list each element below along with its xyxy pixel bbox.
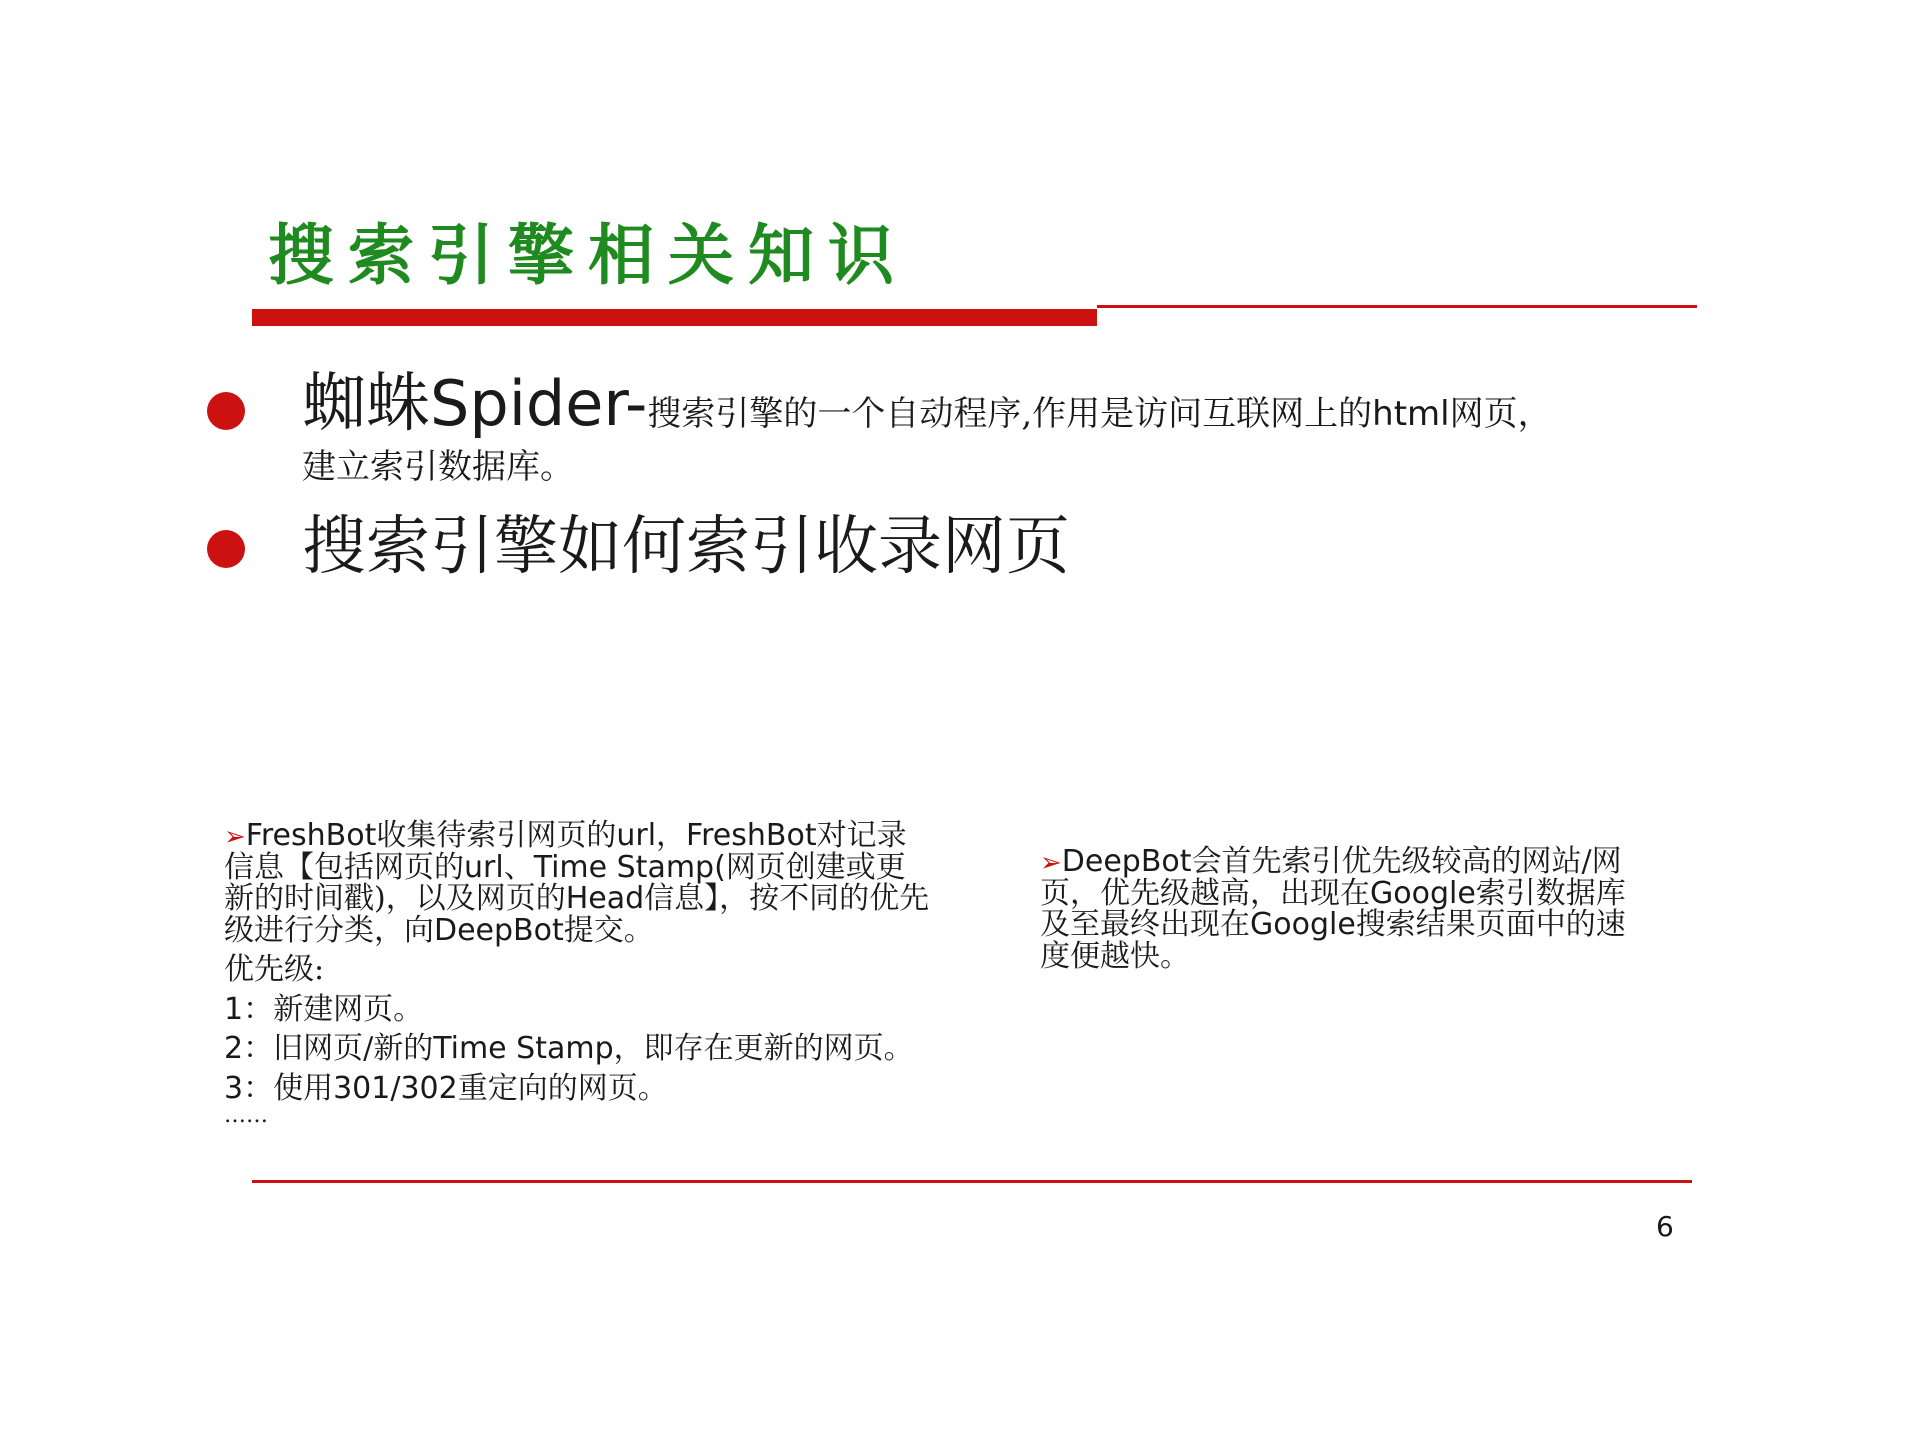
priority-item-1: [224, 991, 934, 1027]
text-run: Google: [1370, 875, 1476, 911]
priority-number: 3: [224, 1070, 244, 1106]
text-run: 对记录信息【包括网页的: [224, 818, 907, 885]
text-run: 收集待索引网页的: [376, 818, 617, 853]
text-run: ，: [656, 818, 687, 853]
text-run: DeepBot: [434, 912, 564, 948]
deepbot-textbox: [1040, 846, 1640, 972]
priority-text-en: Time Stamp: [433, 1031, 614, 1066]
slide-title: 搜索引擎相关知识: [268, 216, 908, 294]
title-underline-thin: [1097, 305, 1697, 308]
text-run: url: [464, 849, 504, 885]
text-run: 提交。: [563, 912, 654, 948]
bullet-continuation: 建立索引数据库。: [302, 447, 574, 487]
priority-number: 2: [224, 1031, 244, 1066]
priority-text: ：使用: [243, 1070, 334, 1106]
title-underline-thick: [252, 309, 1097, 326]
text-run: url: [616, 818, 657, 853]
priority-text-en: 301/302: [333, 1070, 458, 1106]
text-run: 网页创建或更新的时间戳)，以及网页的: [224, 849, 906, 916]
text-run: FreshBot: [245, 818, 377, 853]
text-run: FreshBot: [686, 818, 817, 853]
bullet-lead-en: Spider-: [430, 367, 648, 440]
red-dot-bullet-icon: [207, 392, 245, 430]
priority-text: ：新建网页。: [243, 991, 424, 1027]
arrow-bullet-icon: ➢: [1040, 848, 1062, 878]
priority-label: 优先级:: [224, 952, 325, 987]
ellipsis: ……: [224, 1103, 268, 1128]
priority-item-3: [224, 1070, 934, 1106]
priority-item-2: [224, 1033, 934, 1065]
bullet-indexing: 搜索引擎如何索引收录网页: [302, 510, 1070, 584]
page-number: 6: [1656, 1210, 1674, 1243]
text-run: Google: [1250, 907, 1356, 942]
bullet-lead-cn: 蜘蛛: [302, 367, 430, 441]
bullet-desc-en: html: [1372, 394, 1450, 434]
arrow-bullet-icon: ➢: [224, 822, 246, 852]
bullet-spider: [302, 367, 1662, 487]
red-dot-bullet-icon: [207, 530, 245, 568]
text-run: Time Stamp(: [533, 849, 726, 885]
text-run: 会首先索引优先级较高的网站/网页，优先级越高，出现在: [1040, 844, 1622, 911]
priority-text: ：旧网页/新的: [243, 1031, 434, 1066]
bullet-desc-b: 网页，: [1449, 394, 1552, 434]
priority-number: 1: [224, 991, 244, 1027]
text-run: DeepBot: [1061, 844, 1192, 879]
bullet-desc-a: 搜索引擎的一个自动程序,作用是访问互联网上的: [647, 394, 1373, 434]
priority-text: 重定向的网页。: [457, 1070, 668, 1106]
deepbot-paragraph: [1040, 846, 1640, 972]
footer-divider: [252, 1180, 1692, 1183]
text-run: 信息】，按不同的优先级进行分类，向: [224, 881, 930, 948]
text-run: Head: [565, 881, 645, 916]
text-run: 、: [503, 849, 534, 885]
freshbot-textbox: [224, 820, 934, 1127]
text-run: 搜索结果页面中的速度便越快。: [1040, 907, 1626, 974]
priority-text: ，即存在更新的网页。: [613, 1031, 914, 1066]
text-run: 索引数据库及至最终出现在: [1040, 875, 1626, 942]
freshbot-paragraph: [224, 820, 934, 946]
